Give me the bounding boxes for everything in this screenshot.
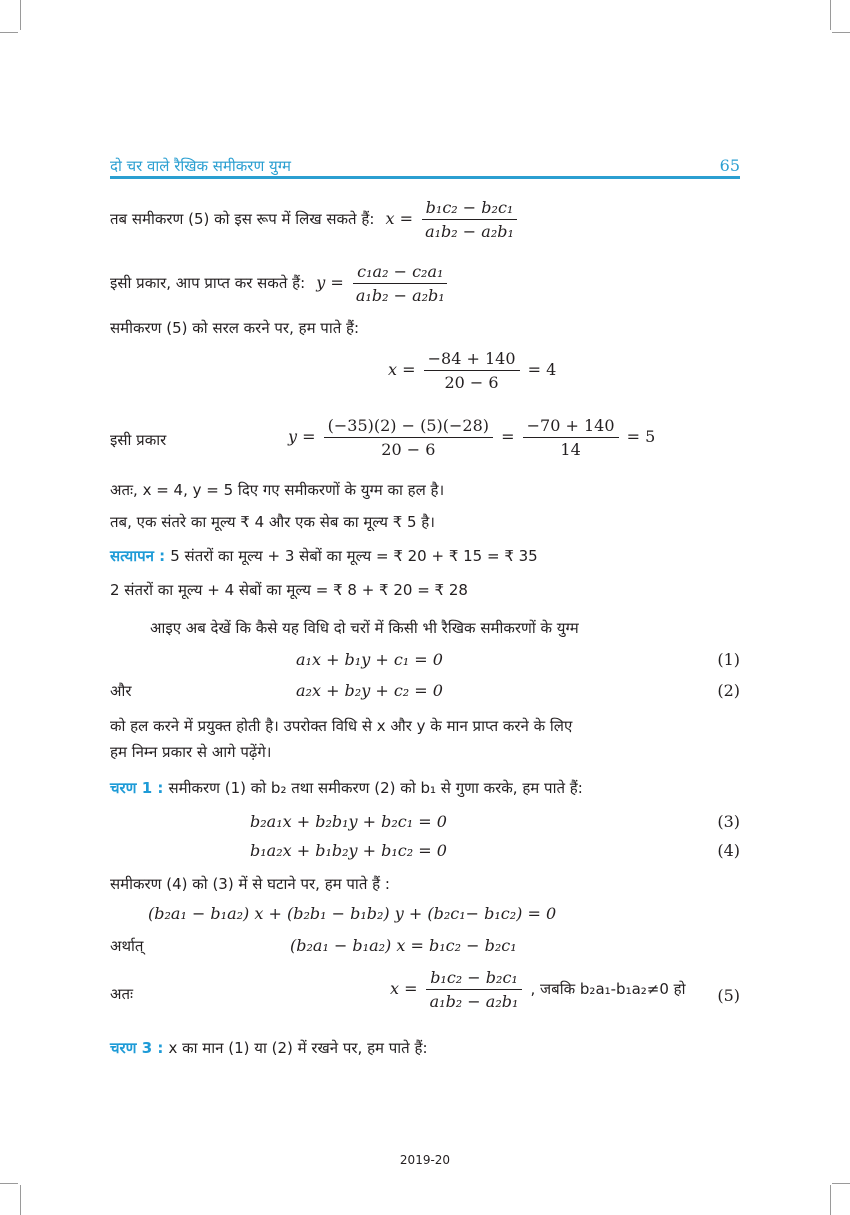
line-and: और: [110, 682, 132, 700]
line-21-label: अतः: [110, 985, 134, 1003]
footer-year: 2019-20: [399, 1153, 451, 1167]
chapter-title: दो चर वाले रैखिक समीकरण युग्म: [110, 157, 291, 175]
fraction: $\frac{-84 + 140}{20 - 6}$: [424, 349, 520, 392]
equation-1-number: (1): [717, 650, 740, 669]
line-8: सत्यापन : 5 संतरों का मूल्य + 3 सेबों का मूल्य = ₹ 20 + ₹ 15 = ₹ 35: [110, 547, 538, 565]
fraction: $\frac{-70 + 140}{14}$: [523, 416, 619, 459]
line-9: 2 संतरों का मूल्य + 4 सेबों का मूल्य = ₹ 8 + ₹ 20 = ₹ 28: [110, 581, 468, 599]
crop-mark-tr-h: [832, 32, 850, 33]
line-19-equation: (b₂a₁ − b₁a₂) x + (b₂b₁ − b₁b₂) y + (b₂c₁− b₁c₂) = 0: [148, 904, 557, 923]
equation-1: a₁x + b₁y + c₁ = 0: [296, 650, 443, 669]
line-10: आइए अब देखें कि कैसे यह विधि दो चरों में किसी भी रैखिक समीकरणों के युग्म: [150, 619, 579, 637]
equation-3-number: (3): [717, 812, 740, 831]
crop-mark-br-v: [830, 1185, 831, 1215]
equation-3: b₂a₁x + b₂b₁y + b₂c₁ = 0: [250, 812, 447, 831]
crop-mark-tl-v: [20, 0, 21, 30]
crop-mark-bl-v: [20, 1185, 21, 1215]
line-step-3: चरण 3 : x का मान (1) या (2) में रखने पर, हम पाते हैं:: [110, 1039, 428, 1057]
line-7: तब, एक संतरे का मूल्य ₹ 4 और एक सेब का मूल्य ₹ 5 है।: [110, 513, 435, 531]
fraction: $\frac{\text{b₁c₂ − b₂c₁}}{\text{a₁b₂ − a₂b₁}}$: [421, 198, 518, 241]
line-1: तब समीकरण (5) को इस रूप में लिख सकते हैं: x = $\frac{\text{b₁c₂ − b₂c₁}}{\text{a₁b₂ − a₂b₁}}$: [110, 198, 521, 241]
line-21-equation: x = $\frac{\text{b₁c₂ − b₂c₁}}{\text{a₁b₂ − a₂b₁}}$ , जबकि b₂a₁-b₁a₂≠0 हो: [390, 968, 686, 1011]
equation-5-number: (5): [717, 986, 740, 1005]
line-14: हम निम्न प्रकार से आगे पढ़ेंगे।: [110, 743, 272, 761]
line-13: को हल करने में प्रयुक्त होती है। उपरोक्त विधि से x और y के मान प्राप्त करने के लिए: [110, 717, 573, 735]
crop-mark-br-h: [832, 1183, 850, 1184]
line-3: समीकरण (5) को सरल करने पर, हम पाते हैं:: [110, 319, 360, 337]
fraction: $\frac{\text{b₁c₂ − b₂c₁}}{\text{a₁b₂ − a₂b₁}}$: [426, 968, 523, 1011]
line-4-equation: x = $\frac{-84 + 140}{20 - 6}$ = 4: [388, 349, 557, 392]
equation-2-number: (2): [717, 681, 740, 700]
step-1-label: चरण 1 :: [110, 779, 164, 797]
line-step-1: चरण 1 : समीकरण (1) को b₂ तथा समीकरण (2) को b₁ से गुणा करके, हम पाते हैं:: [110, 779, 583, 797]
crop-mark-bl-h: [0, 1183, 18, 1184]
line-6: अतः, x = 4, y = 5 दिए गए समीकरणों के युग्म का हल है।: [110, 481, 445, 499]
equation-4: b₁a₂x + b₁b₂y + b₁c₂ = 0: [250, 841, 447, 860]
crop-mark-tl-h: [0, 32, 18, 33]
line-18: समीकरण (4) को (3) में से घटाने पर, हम पाते हैं :: [110, 875, 390, 893]
fraction: $\frac{\text{c₁a₂ − c₂a₁}}{\text{a₁b₂ − a₂b₁}}$: [352, 262, 449, 305]
equation-2: a₂x + b₂y + c₂ = 0: [296, 681, 443, 700]
fraction: $\frac{(-35)(2) - (5)(-28)}{20 - 6}$: [324, 416, 493, 459]
equation-4-number: (4): [717, 841, 740, 860]
page-number: 65: [719, 156, 740, 175]
line-20-equation: (b₂a₁ − b₁a₂) x = b₁c₂ − b₂c₁: [290, 936, 517, 955]
crop-mark-tr-v: [830, 0, 831, 30]
line-5-label: इसी प्रकार: [110, 431, 167, 449]
verification-label: सत्यापन :: [110, 547, 166, 565]
line-5-equation: y = $\frac{(-35)(2) - (5)(-28)}{20 - 6}$ = $\frac{-70 + 140}{14}$ = 5: [288, 416, 656, 459]
line-2: इसी प्रकार, आप प्राप्त कर सकते हैं: y = $\frac{\text{c₁a₂ − c₂a₁}}{\text{a₁b₂ − a₂b₁}}$: [110, 262, 452, 305]
header-rule: [110, 176, 740, 179]
step-3-label: चरण 3 :: [110, 1039, 164, 1057]
line-20-label: अर्थात्: [110, 937, 144, 955]
